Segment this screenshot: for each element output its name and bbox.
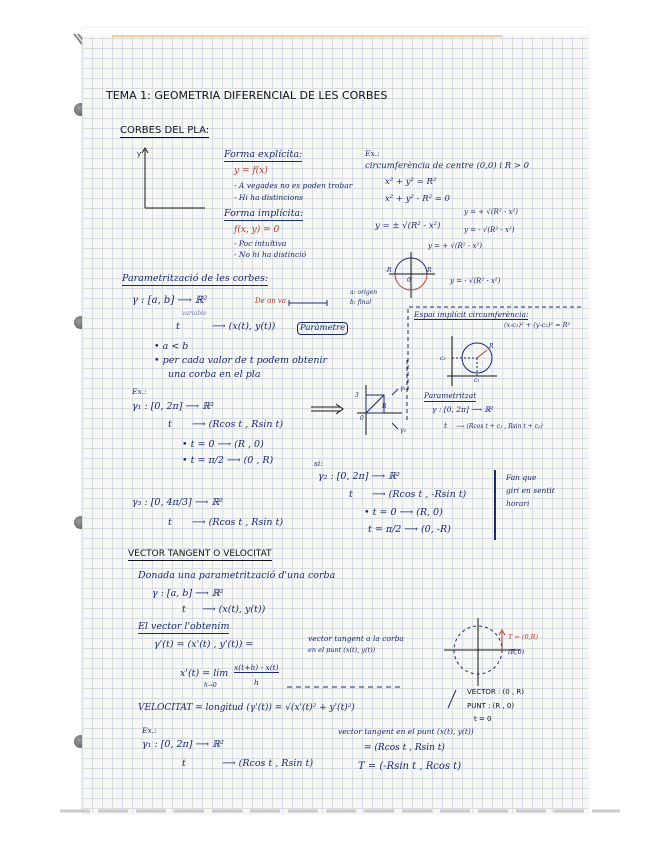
forma-explicita-eq: y = f(x): [234, 166, 268, 176]
vector-tangent-tmap: ⟶ (x(t), y(t)): [202, 604, 266, 615]
derivative-formula: γ'(t) = (x'(t) , y'(t)) =: [154, 639, 254, 650]
diag-label-3: 3: [355, 392, 359, 399]
tangent-label-r0: (R,0): [508, 648, 525, 656]
punt-label: PUNT : (R , 0): [467, 702, 515, 710]
circle-axis-r: R: [427, 267, 432, 274]
parametrizacio-t: t: [176, 321, 180, 332]
small-axes-diagram: [137, 146, 207, 211]
derivative-note-1: vector tangent a la corba: [308, 634, 404, 643]
ex2-point-1: • t = 0 ⟶ (R , 0): [182, 439, 264, 450]
ex4-map: γ₁ : [0, 2π] ⟶ ℝ²: [142, 739, 224, 750]
t0-label: t = 0: [474, 715, 492, 723]
ex-label-1: Ex.:: [365, 149, 380, 158]
branch-3-label: y = + √(R² - x²): [428, 242, 482, 250]
ex4-t: t: [182, 758, 186, 769]
forma-implicita-note-1: - Poc intuïtiva: [234, 239, 287, 248]
parametritzat-title: Parametritzat: [424, 391, 477, 400]
section-heading-corbes-pla: CORBES DEL PLA:: [120, 125, 210, 136]
forma-implicita-eq: f(x, y) = 0: [234, 225, 280, 235]
vector-tangent-intro: Donada una parametrització d'una corba: [138, 570, 336, 581]
si-note-1: Fan que: [506, 473, 537, 482]
each-value-line-1: • per cada valor de t podem obtenir: [154, 355, 328, 366]
forma-explicita-note-1: - A vegades no es poden trobar: [234, 181, 353, 190]
parametrizacio-tmap: ⟶ (x(t), y(t)): [212, 321, 276, 332]
si-label: si:: [314, 459, 323, 468]
vertical-dashed-divider: [406, 360, 409, 420]
vector-tangent-t: t: [182, 604, 186, 615]
dashed-separator: [287, 686, 402, 689]
velocitat-formula: VELOCITAT = longitud (γ'(t)) = √(x'(t)² + y'(t)²): [138, 703, 355, 713]
interval-sketch: [287, 298, 332, 308]
ex-circle-eq2: x² + y² - R² = 0: [385, 194, 450, 204]
vector-point-label: VECTOR : (0 , R): [467, 688, 525, 696]
circle-diagram: [387, 250, 437, 300]
limit-denominator: h: [254, 678, 259, 687]
diag-gamma2: γ₂: [400, 427, 406, 434]
ex-circle-eq1: x² + y² = R²: [385, 177, 437, 187]
variable-label: variable: [182, 310, 207, 317]
si-note-3: horari: [506, 499, 530, 508]
si-note-2: giri en sentit: [506, 486, 555, 495]
ex4-eq1: = (Rcos t , Rsin t): [364, 743, 445, 753]
si-tmap: ⟶ (Rcos t , -Rsin t): [372, 489, 467, 500]
diag-gamma1: γ₁: [400, 385, 406, 392]
si-point-1: • t = 0 ⟶ (R, 0): [364, 507, 443, 518]
page-title: TEMA 1: GEOMETRIA DIFERENCIAL DE LES CORBES: [106, 89, 388, 102]
orange-top-line: [82, 35, 588, 38]
si-bracket: [494, 470, 496, 540]
svg-text:y: y: [137, 150, 142, 158]
branch-bot-label: y = - √(R² - x²): [464, 226, 515, 234]
circle-axis-0: 0: [407, 277, 411, 284]
ex-circle-eq3: y = ± √(R² - x²): [375, 221, 441, 231]
ex2-t: t: [168, 419, 172, 430]
forma-implicita-note-2: - No hi ha distinció: [234, 250, 307, 259]
ex2-point-2: • t = π/2 ⟶ (0 , R): [182, 455, 274, 466]
bottom-shadow-strip: [60, 808, 620, 814]
parametritzat-map: γ : [0, 2π] ⟶ ℝ²: [432, 405, 494, 414]
parametrizacio-map: γ : [a, b] ⟶ ℝ²: [132, 295, 208, 306]
tangent-label-t: T = (0,R): [508, 633, 539, 641]
parametre-label: Paràmetre: [297, 322, 348, 335]
diag-label-0: 0: [360, 415, 364, 422]
each-value-line-2: una corba en el pla: [168, 369, 261, 380]
ex-label-2: Ex.:: [132, 387, 147, 396]
limit-formula: x'(t) = lim: [180, 668, 229, 679]
ex-label-4: Ex.:: [142, 726, 157, 735]
condition-a-lt-b: • a < b: [154, 341, 189, 352]
parametrizacio-title: Parametrització de les corbes:: [122, 273, 269, 284]
parametritzat-tmap: ⟶ (Rcos t + c₁ , Rsin t + c₂): [456, 423, 543, 430]
interval-origin-note: a: origen: [350, 289, 378, 296]
ex4-tmap: ⟶ (Rcos t , Rsin t): [222, 758, 314, 769]
ex4-eq2: T = (-Rsin t , Rcos t): [358, 761, 462, 772]
ex3-map: γ₃ : [0, 4π/3] ⟶ ℝ²: [132, 497, 224, 508]
ex3-t: t: [168, 517, 172, 528]
limit-numerator: x(t+h) - x(t): [234, 663, 279, 672]
implicit-box-title: Espai implícit circumferència:: [414, 310, 529, 319]
parametrizacio-note: De on va: [255, 297, 287, 305]
quarter-circle-diagram: [352, 383, 407, 438]
vector-obtenim: El vector l'obtenim: [138, 621, 230, 632]
implicit-c1: c₁: [474, 377, 480, 384]
forma-explicita-label: Forma explícita:: [224, 149, 303, 160]
ex-circle-statement: circumferència de centre (0,0) i R > 0: [365, 161, 530, 171]
limit-sub: h→0: [204, 682, 217, 689]
grid-paper-sheet: [82, 28, 588, 813]
implicit-c2: c₂: [440, 355, 446, 362]
si-map: γ₂ : [0, 2π] ⟶ ℝ²: [318, 471, 400, 482]
ex3-tmap: ⟶ (Rcos t , Rsin t): [192, 517, 284, 528]
implies-arrow: [310, 403, 346, 415]
ex2-map: γ₁ : [0, 2π] ⟶ ℝ²: [132, 401, 214, 412]
parametritzat-t: t: [444, 421, 448, 430]
branch-top-label: y = + √(R² - x²): [464, 208, 518, 216]
forma-explicita-note-2: - Hi ha distincions: [234, 193, 304, 202]
vector-tangent-heading: VECTOR TANGENT O VELOCITAT: [128, 549, 272, 559]
circle-axis-mr: -R: [385, 267, 392, 274]
vector-tangent-map: γ : [a, b] ⟶ ℝ²: [152, 588, 224, 599]
branch-4-label: y = - √(R² - x²): [450, 277, 501, 285]
vector-pointer-line: [446, 688, 458, 710]
implicit-r: R: [489, 343, 494, 350]
si-t: t: [349, 489, 353, 500]
ex2-tmap: ⟶ (Rcos t , Rsin t): [192, 419, 284, 430]
implicit-box-eq: (x-c₁)² + (y-c₂)² = R²: [504, 321, 571, 329]
derivative-note-2: en el punt (x(t), y(t)): [308, 646, 376, 654]
si-point-2: t = π/2 ⟶ (0, -R): [368, 524, 451, 535]
diag-label-r: R: [382, 403, 387, 410]
forma-implicita-label: Forma implícita:: [224, 208, 304, 219]
ex4-tangent-note: vector tangent en el punt (x(t), y(t)): [338, 727, 474, 736]
interval-final-note: b: final: [350, 299, 372, 306]
